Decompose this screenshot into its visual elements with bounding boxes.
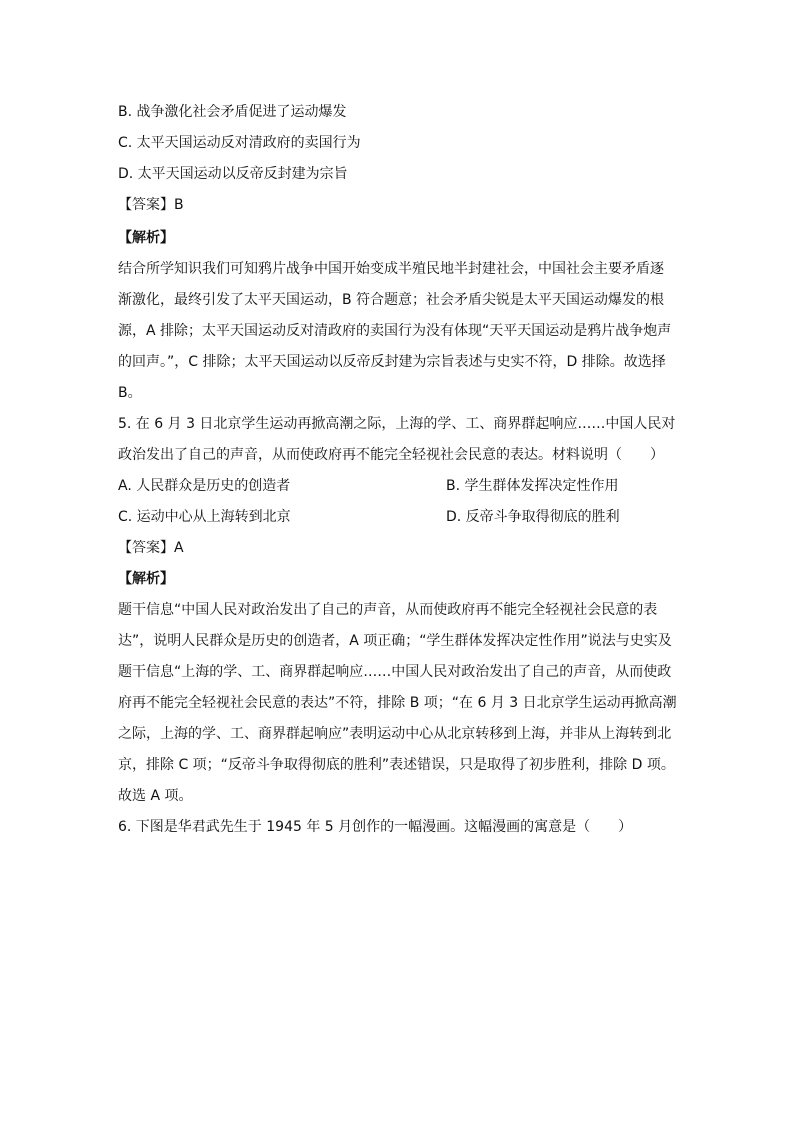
q4-answer: 【答案】B (118, 197, 184, 213)
q4-option-d: D. 太平天国运动以反帝反封建为宗旨 (118, 166, 348, 182)
q5-analysis-line: 题干信息“中国人民对政治发出了自己的声音，从而使政府再不能完全轻视社会民意的表 (118, 602, 658, 618)
q4-analysis-line: B。 (118, 385, 142, 401)
q5-analysis-line: 达”，说明人民群众是历史的创造者，A 项正确；“学生群体发挥决定性作用”说法与史实及 (118, 633, 672, 649)
q5-analysis-line: 府再不能完全轻视社会民意的表达”不符，排除 B 项；“在 6 月 3 日北京学生运动再掀高潮 (118, 695, 677, 711)
q5-answer: 【答案】A (118, 540, 184, 556)
q5-analysis-line: 之际，上海的学、工、商界群起响应”表明运动中心从北京转移到上海，并非从上海转到北 (118, 726, 672, 742)
q5-option-c: C. 运动中心从上海转到北京 (118, 509, 291, 525)
q6-stem: 6. 下图是华君武先生于 1945 年 5 月创作的一幅漫画。这幅漫画的寓意是（ ） (118, 819, 633, 835)
q4-analysis-label: 【解析】 (118, 230, 174, 246)
q4-analysis-line: 结合所学知识我们可知鸦片战争中国开始变成半殖民地半封建社会，中国社会主要矛盾逐 (118, 261, 664, 277)
q5-analysis-line: 京，排除 C 项；“反帝斗争取得彻底的胜利”表述错误，只是取得了初步胜利，排除 D 项。 (118, 757, 675, 773)
q4-analysis-line: 渐激化，最终引发了太平天国运动，B 符合题意；社会矛盾尖锐是太平天国运动爆发的根 (118, 292, 665, 308)
q5-stem-line: 政治发出了自己的声音，从而使政府再不能完全轻视社会民意的表达。材料说明（ ） (118, 447, 664, 463)
q4-analysis-line: 源，A 排除；太平天国运动反对清政府的卖国行为没有体现“天平天国运动是鸦片战争炮声 (118, 323, 672, 339)
q4-analysis-line: 的回声。”，C 排除；太平天国运动以反帝反封建为宗旨表述与史实不符，D 排除。故选择 (118, 354, 666, 370)
q5-option-d: D. 反帝斗争取得彻底的胜利 (446, 509, 620, 525)
q5-option-a: A. 人民群众是历史的创造者 (118, 478, 291, 494)
q5-analysis-line: 故选 A 项。 (118, 788, 193, 804)
q5-option-b: B. 学生群体发挥决定性作用 (446, 478, 619, 494)
q4-option-c: C. 太平天国运动反对清政府的卖国行为 (118, 135, 361, 151)
q5-stem-line: 5. 在 6 月 3 日北京学生运动再掀高潮之际，上海的学、工、商界群起响应……中国人民对 (118, 416, 676, 432)
q5-analysis-label: 【解析】 (118, 571, 174, 587)
q4-option-b: B. 战争激化社会矛盾促进了运动爆发 (118, 104, 347, 120)
q5-analysis-line: 题干信息“上海的学、工、商界群起响应……中国人民对政治发出了自己的声音，从而使政 (118, 664, 672, 680)
